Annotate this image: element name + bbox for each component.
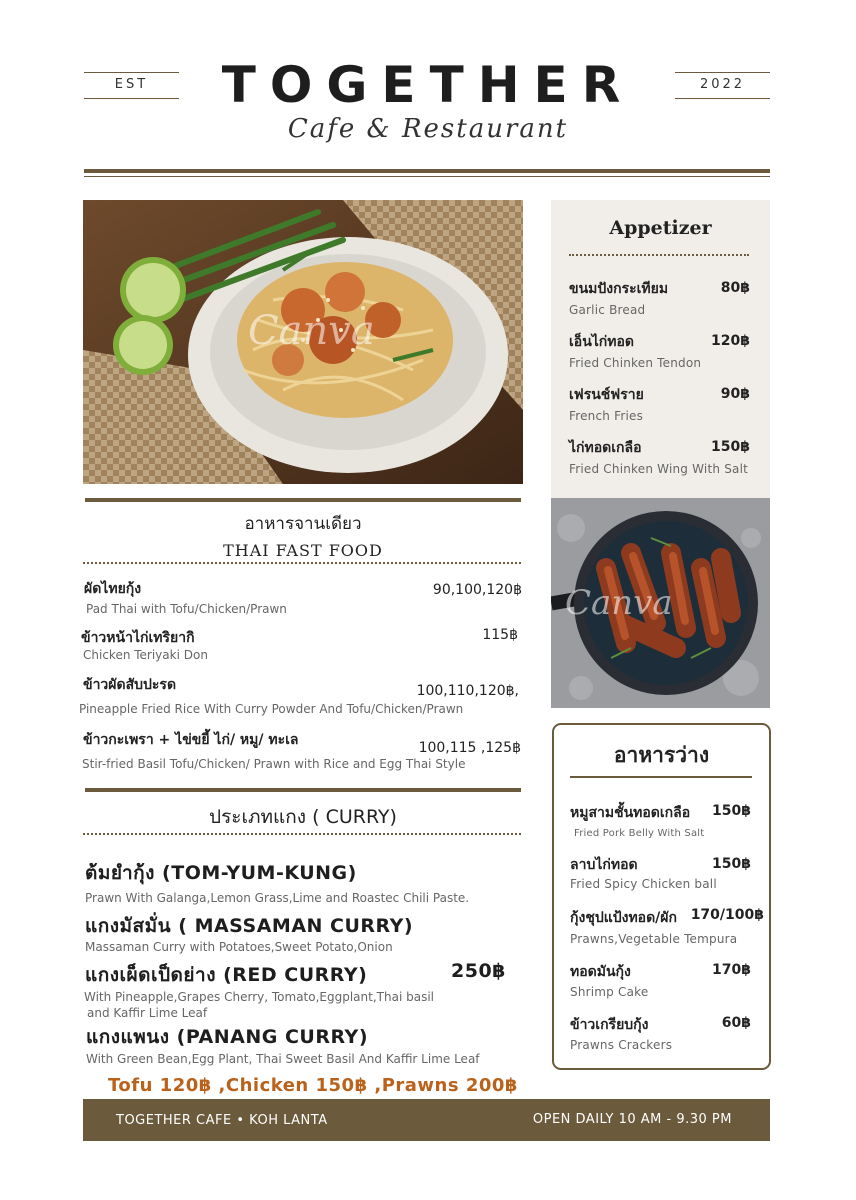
snack-item-name: กุ้งชุปแป้งทอด/ผัก xyxy=(570,910,677,926)
fast-food-item-name: ข้าวกะเพรา + ไข่ขยี้ ไก่/ หมู/ ทะเล xyxy=(83,732,299,748)
snack-item-price: 150฿ xyxy=(712,856,751,872)
curry-item-desc: With Pineapple,Grapes Cherry, Tomato,Eggplant,Thai basil xyxy=(84,990,434,1004)
fast-food-item-price: 90,100,120฿ xyxy=(432,582,522,598)
snack-item-name: ทอดมันกุ้ง xyxy=(570,964,631,980)
snack-item-desc: Shrimp Cake xyxy=(570,985,649,999)
fast-food-item-name: ผัดไทยกุ้ง xyxy=(84,581,142,597)
snack-item-name: ข้าวเกรียบกุ้ง xyxy=(570,1017,649,1033)
appetizer-item-price: 90฿ xyxy=(720,386,750,402)
curry-item-name: ต้มยำกุ้ง (TOM-YUM-KUNG) xyxy=(85,862,357,884)
appetizer-item-desc: Fried Chinken Wing With Salt xyxy=(569,462,749,476)
appetizer-item-desc: Garlic Bread xyxy=(569,303,646,317)
snack-item-price: 170฿ xyxy=(712,962,751,978)
appetizer-item-desc: Fried Chinken Tendon xyxy=(569,356,702,370)
brand-subtitle: Cafe & Restaurant xyxy=(287,114,569,144)
appetizer-item-desc: French Fries xyxy=(569,409,644,423)
curry-item-desc: Prawn With Galanga,Lemon Grass,Lime and Roastec Chili Paste. xyxy=(85,891,470,905)
curry-item-name: แกงแพนง (PANANG CURRY) xyxy=(86,1026,369,1048)
header-divider-thin xyxy=(84,176,770,177)
fast-food-item-price: 100,110,120฿, xyxy=(416,683,519,699)
header-divider-thick xyxy=(84,169,770,173)
brand-title: TOGETHER xyxy=(221,56,635,114)
curry-item-name: แกงมัสมั่น ( MASSAMAN CURRY) xyxy=(85,915,414,937)
est-label: EST xyxy=(114,77,149,92)
header-rule-left-bottom xyxy=(84,98,179,99)
curry-item-name: แกงเผ็ดเป็ดย่าง (RED CURRY) xyxy=(85,964,368,986)
appetizer-item-name: เฟรนช์ฟราย xyxy=(569,387,644,403)
pad-thai-photo xyxy=(83,200,523,484)
fast-food-dotted-divider xyxy=(83,562,521,564)
fast-food-title-thai: อาหารจานเดียว xyxy=(244,514,362,534)
canva-watermark-1: Canva xyxy=(248,308,375,354)
fast-food-item-price: 100,115 ,125฿ xyxy=(418,740,521,756)
appetizer-title: Appetizer xyxy=(609,217,712,239)
fast-food-item-name: ข้าวหน้าไก่เทริยากิ xyxy=(81,630,195,646)
snack-item-price: 60฿ xyxy=(721,1015,751,1031)
appetizer-item-price: 120฿ xyxy=(711,333,750,349)
footer-hours: OPEN DAILY 10 AM - 9.30 PM xyxy=(532,1112,732,1127)
curry-item-desc: Massaman Curry with Potatoes,Sweet Potato,Onion xyxy=(85,940,393,954)
snack-item-desc: Fried Spicy Chicken ball xyxy=(570,877,717,891)
curry-title: ประเภทแกง ( CURRY) xyxy=(209,806,397,828)
curry-price: 250฿ xyxy=(451,960,506,982)
fast-food-item-desc: Chicken Teriyaki Don xyxy=(83,648,208,662)
snack-item-price: 170/100฿ xyxy=(690,907,764,923)
fast-food-item-desc: Pineapple Fried Rice With Curry Powder And Tofu/Chicken/Prawn xyxy=(79,702,464,716)
curry-top-rule xyxy=(85,788,521,792)
header-rule-right-top xyxy=(675,72,770,73)
footer-bar xyxy=(83,1099,770,1141)
snacks-panel xyxy=(552,723,771,1070)
appetizer-item-name: เอ็นไก่ทอด xyxy=(569,334,635,350)
snack-item-name: หมูสามชั้นทอดเกลือ xyxy=(570,805,691,821)
fast-food-top-rule xyxy=(85,498,521,502)
year-label: 2022 xyxy=(699,77,746,92)
curry-protein-prices: Tofu 120฿ ,Chicken 150฿ ,Prawns 200฿ xyxy=(108,1075,518,1096)
header-rule-right-bottom xyxy=(675,98,770,99)
sausage-photo xyxy=(551,498,770,708)
fast-food-title-english: THAI FAST FOOD xyxy=(223,541,383,560)
fast-food-item-price: 115฿ xyxy=(482,627,518,643)
snacks-title: อาหารว่าง xyxy=(613,743,710,767)
appetizer-panel xyxy=(551,200,770,498)
snack-item-price: 150฿ xyxy=(712,803,751,819)
appetizer-item-price: 150฿ xyxy=(711,439,750,455)
appetizer-dotted-divider xyxy=(569,254,749,256)
curry-item-desc: With Green Bean,Egg Plant, Thai Sweet Basil And Kaffir Lime Leaf xyxy=(86,1052,480,1066)
header-rule-left-top xyxy=(84,72,179,73)
appetizer-item-price: 80฿ xyxy=(720,280,750,296)
snack-item-name: ลาบไก่ทอด xyxy=(570,857,638,873)
snack-item-desc: Fried Pork Belly With Salt xyxy=(574,828,705,839)
canva-watermark-2: Canva xyxy=(565,583,673,623)
fast-food-item-name: ข้าวผัดสับปะรด xyxy=(83,677,177,693)
appetizer-item-name: ไก่ทอดเกลือ xyxy=(569,440,642,456)
snack-item-desc: Prawns,Vegetable Tempura xyxy=(570,932,738,946)
curry-item-desc-continued: and Kaffir Lime Leaf xyxy=(87,1006,208,1020)
fast-food-item-desc: Pad Thai with Tofu/Chicken/Prawn xyxy=(86,602,287,616)
fast-food-item-desc: Stir-fried Basil Tofu/Chicken/ Prawn with Rice and Egg Thai Style xyxy=(82,757,466,771)
snacks-title-rule xyxy=(570,776,752,778)
footer-location: TOGETHER CAFE • KOH LANTA xyxy=(116,1113,328,1128)
curry-dotted-divider xyxy=(83,833,521,835)
appetizer-item-name: ขนมปังกระเทียม xyxy=(569,281,669,297)
snack-item-desc: Prawns Crackers xyxy=(570,1038,673,1052)
